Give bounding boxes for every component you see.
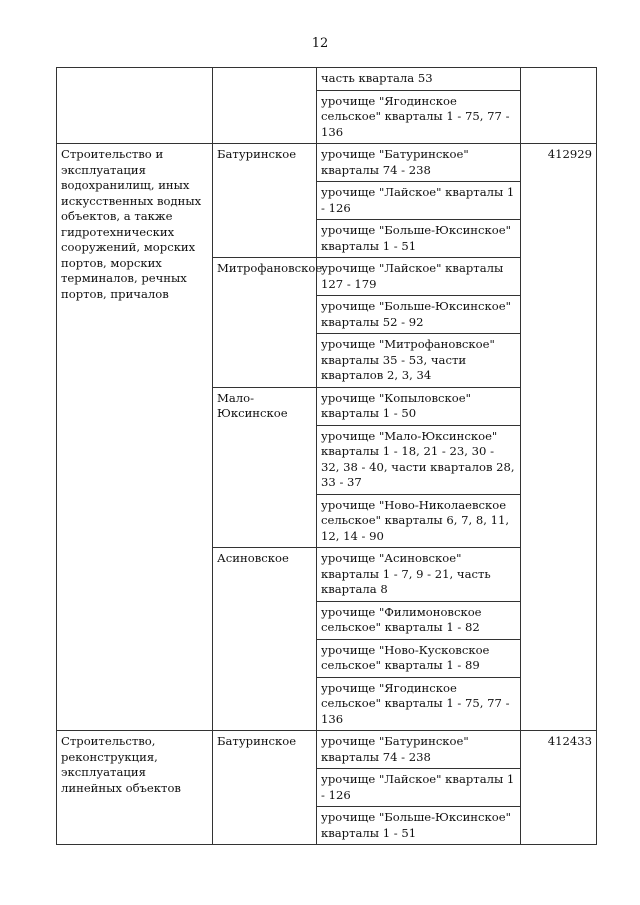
tract-cell: часть квартала 53 — [317, 68, 521, 91]
tract-cell: урочище "Ново-Кусковское сельское" кварталы 1 - 89 — [317, 639, 521, 677]
tract-cell: урочище "Копыловское" кварталы 1 - 50 — [317, 387, 521, 425]
tract-cell: урочище "Мало-Юксинское" кварталы 1 - 18, 21 - 23, 30 - 32, 38 - 40, части кварталов 28, 33 - 37 — [317, 425, 521, 494]
tract-cell: урочище "Батуринское" кварталы 74 - 238 — [317, 731, 521, 769]
table-row — [57, 144, 597, 182]
land-use-table — [56, 67, 597, 845]
tract-cell: урочище "Филимоновское сельское" кварталы 1 - 82 — [317, 601, 521, 639]
number-cell: 412433 — [521, 731, 597, 845]
tract-cell: урочище "Батуринское" кварталы 74 - 238 — [317, 144, 521, 182]
table-row — [57, 68, 597, 91]
table-row — [57, 731, 597, 769]
forestry-cell: Батуринское — [213, 731, 317, 845]
tract-cell: урочище "Лайское" кварталы 1 - 126 — [317, 769, 521, 807]
tract-cell: урочище "Митрофановское" кварталы 35 - 53, части кварталов 2, 3, 34 — [317, 334, 521, 388]
tract-cell: урочище "Больше-Юксинское" кварталы 1 - 51 — [317, 220, 521, 258]
forestry-cell: Митрофановское — [213, 258, 317, 388]
forestry-cell: Мало-Юксинское — [213, 387, 317, 548]
tract-cell: урочище "Ягодинское сельское" кварталы 1 - 75, 77 - 136 — [317, 90, 521, 144]
forestry-cell: Асиновское — [213, 548, 317, 731]
tract-cell: урочище "Ново-Николаевское сельское" кварталы 6, 7, 8, 11, 12, 14 - 90 — [317, 494, 521, 548]
tract-cell: урочище "Больше-Юксинское" кварталы 1 - 51 — [317, 807, 521, 845]
tract-cell: урочище "Лайское" кварталы 1 - 126 — [317, 182, 521, 220]
activity-cell: Строительство и эксплуатация водохранилищ, иных искусственных водных объектов, а также гидротехнических сооружений, морских портов, морских терминалов, речных портов, причалов — [57, 144, 213, 731]
activity-cell — [57, 68, 213, 144]
number-cell: 412929 — [521, 144, 597, 731]
tract-cell: урочище "Больше-Юксинское" кварталы 52 - 92 — [317, 296, 521, 334]
forestry-cell — [213, 68, 317, 144]
tract-cell: урочище "Ягодинское сельское" кварталы 1 - 75, 77 - 136 — [317, 677, 521, 731]
tract-cell: урочище "Асиновское" кварталы 1 - 7, 9 - 21, часть квартала 8 — [317, 548, 521, 602]
tract-cell: урочище "Лайское" кварталы 127 - 179 — [317, 258, 521, 296]
number-cell — [521, 68, 597, 144]
page-number: 12 — [311, 36, 329, 51]
forestry-cell: Батуринское — [213, 144, 317, 258]
activity-cell: Строительство, реконструкция, эксплуатация линейных объектов — [57, 731, 213, 845]
